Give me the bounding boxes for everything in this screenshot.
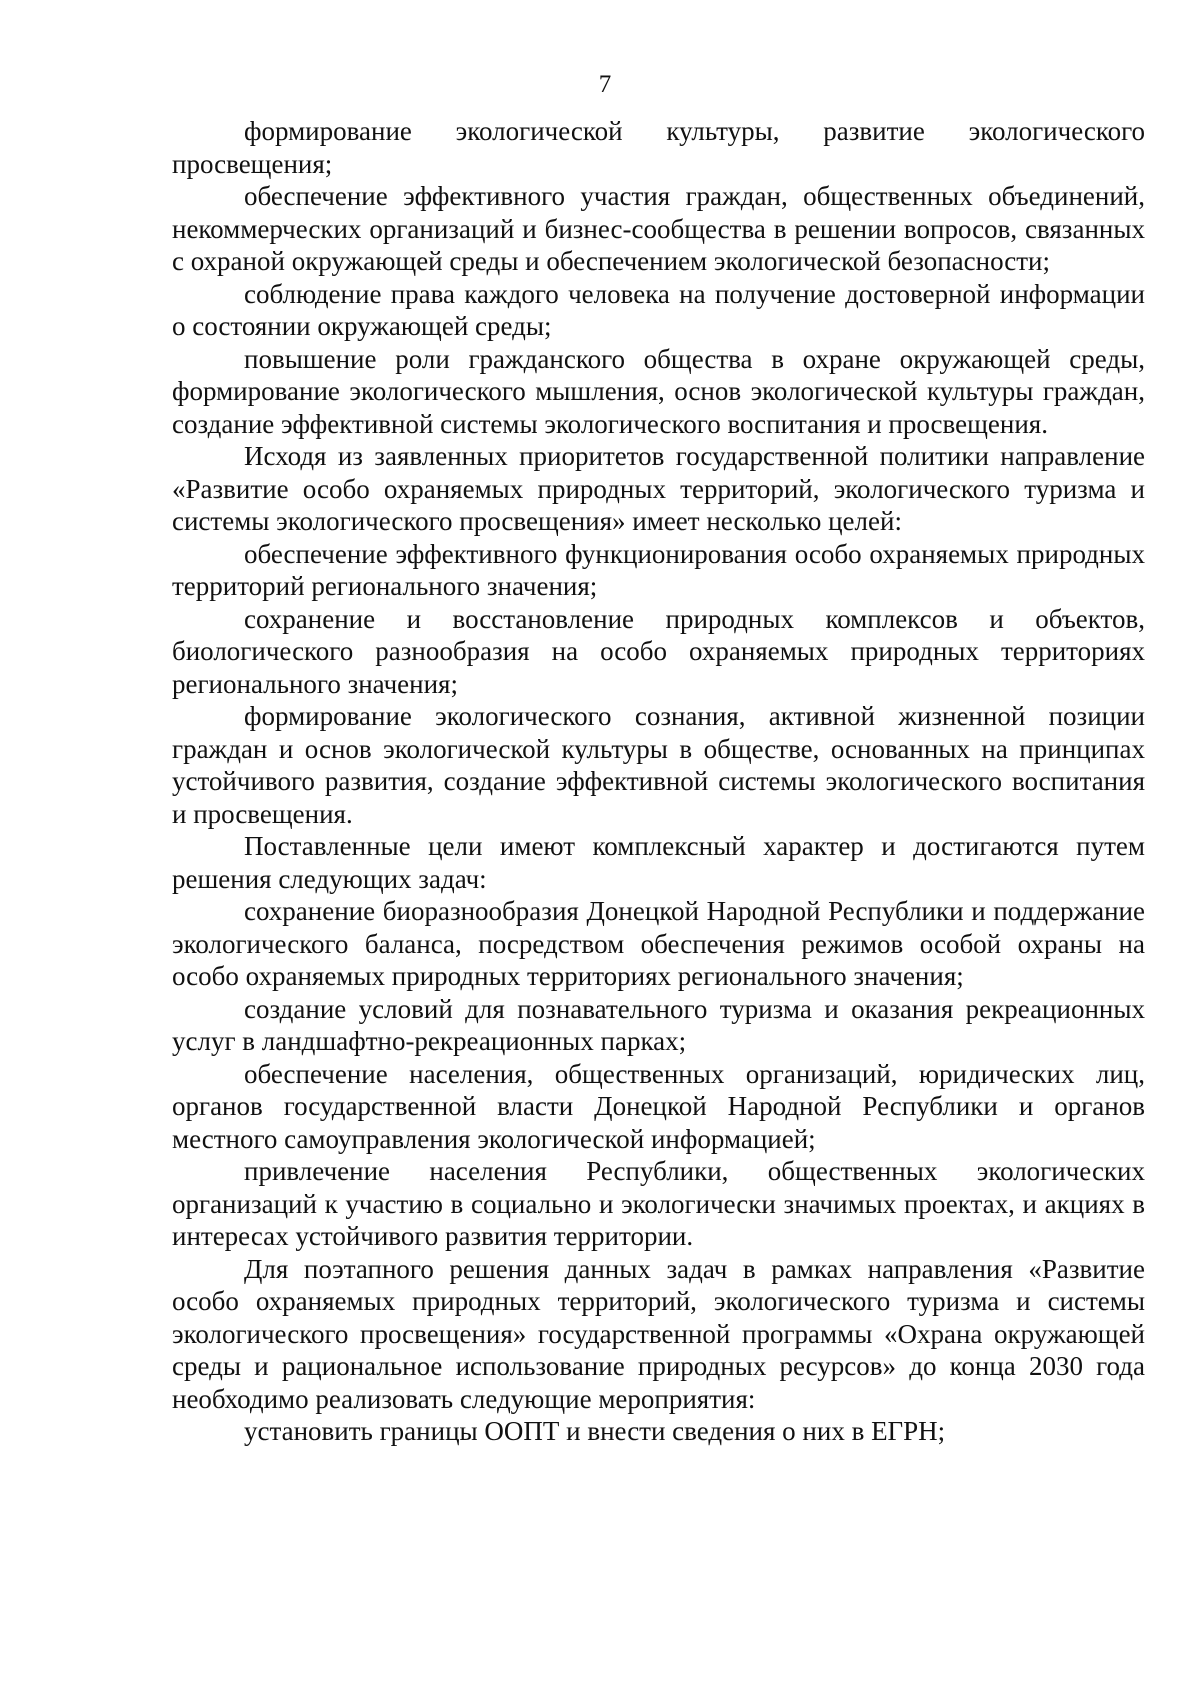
page-number: 7 bbox=[598, 71, 612, 98]
paragraph: формирование экологической культуры, развитие экологического просвещения; bbox=[172, 116, 1145, 179]
paragraph: Исходя из заявленных приоритетов государственной политики направление «Развитие особо охраняемых природных территорий, экологического туризма и системы экологического просвещения» имеет несколько целей: bbox=[172, 441, 1145, 536]
paragraph: установить границы ООПТ и внести сведения о них в ЕГРН; bbox=[244, 1416, 946, 1446]
paragraph: повышение роли гражданского общества в охране окружающей среды, формирование экологического мышления, основ экологической культуры граждан, создание эффективной системы экологического воспитания и просвещения. bbox=[172, 343, 1145, 439]
paragraph: Поставленные цели имеют комплексный характер и достигаются путем решения следующих задач: bbox=[172, 831, 1145, 894]
document-body bbox=[172, 115, 1145, 1448]
paragraph: соблюдение права каждого человека на получение достоверной информации о состоянии окружающей среды; bbox=[172, 278, 1145, 341]
paragraph: обеспечение эффективного участия граждан, общественных объединений, некоммерческих организаций и бизнес-сообщества в решении вопросов, связанных с охраной окружающей среды и обеспечением экологической безопасности; bbox=[172, 181, 1145, 276]
paragraph: Для поэтапного решения данных задач в рамках направления «Развитие особо охраняемых природных территорий, экологического туризма и системы экологического просвещения» государственной программы «Охрана окружающей среды и рациональное использование природных ресурсов» до конца 2030 года необходимо реализовать следующие мероприятия: bbox=[172, 1253, 1145, 1414]
paragraph: привлечение населения Республики, общественных экологических организаций к участию в социально и экологически значимых проектах, и акциях в интересах устойчивого развития территории. bbox=[172, 1156, 1145, 1251]
paragraph: формирование экологического сознания, активной жизненной позиции граждан и основ экологической культуры в обществе, основанных на принципах устойчивого развития, создание эффективной системы экологического воспитания и просвещения. bbox=[172, 701, 1145, 829]
paragraph: создание условий для познавательного туризма и оказания рекреационных услуг в ландшафтно-рекреационных парках; bbox=[172, 993, 1145, 1056]
paragraph: обеспечение населения, общественных организаций, юридических лиц, органов государственной власти Донецкой Народной Республики и органов местного самоуправления экологической информацией; bbox=[172, 1058, 1145, 1154]
paragraph: обеспечение эффективного функционирования особо охраняемых природных территорий регионального значения; bbox=[172, 538, 1145, 601]
paragraph: сохранение биоразнообразия Донецкой Народной Республики и поддержание экологического баланса, посредством обеспечения режимов особой охраны на особо охраняемых природных территориях регионального значения; bbox=[172, 896, 1145, 991]
paragraph: сохранение и восстановление природных комплексов и объектов, биологического разнообразия на особо охраняемых природных территориях регионального значения; bbox=[172, 603, 1145, 699]
